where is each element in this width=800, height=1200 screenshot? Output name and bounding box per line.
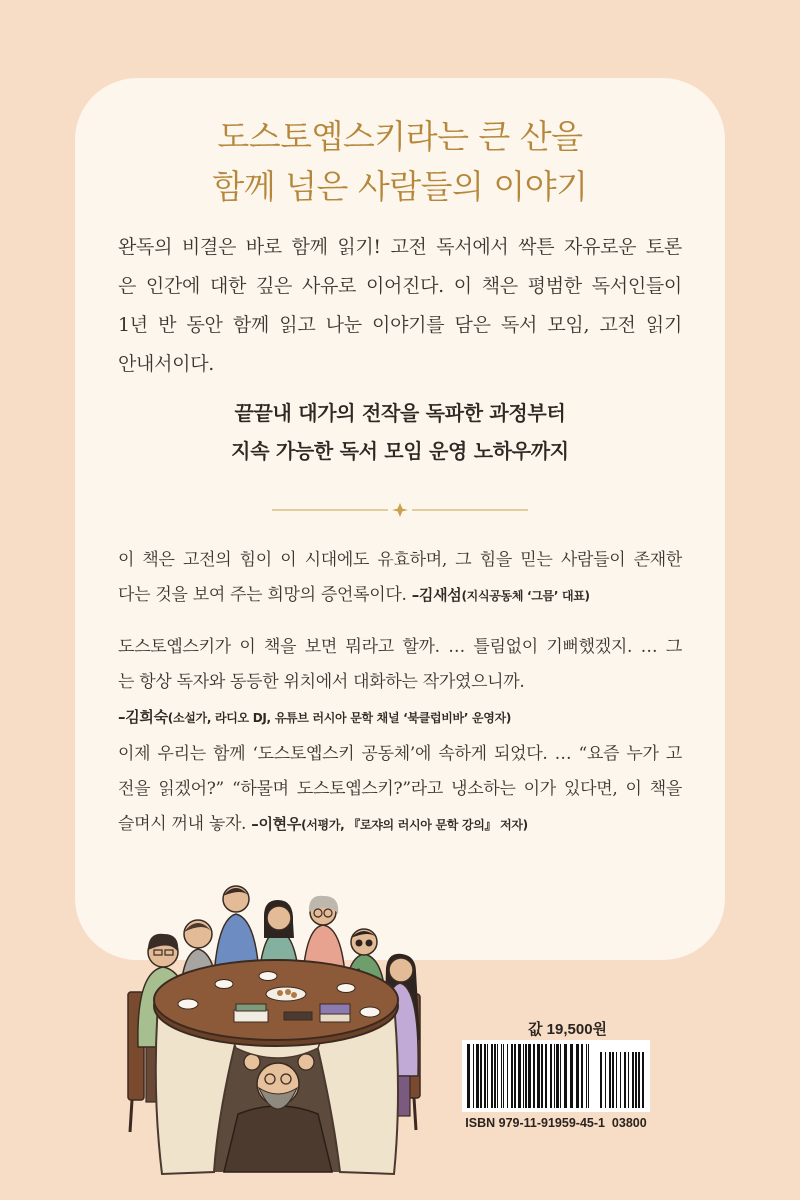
quote-author-note: (서평가, 『로쟈의 러시아 문학 강의』 저자) <box>301 818 528 832</box>
intro-line: 1년 반 동안 함께 읽고 나눈 이야기를 담은 독서 모임, 고전 읽기 <box>118 314 682 336</box>
quote-line: 전을 읽겠어?” “하물며 도스토옙스키?”라고 냉소하는 이가 있다면, 이 책을 <box>118 779 682 799</box>
intro-line: 은 인간에 대한 깊은 사유로 이어진다. 이 책은 평범한 독서인들이 <box>118 275 682 297</box>
barcode-bar <box>550 1044 552 1108</box>
barcode <box>462 1040 650 1112</box>
quote-author: –김희숙 <box>118 708 168 726</box>
barcode-bar <box>525 1044 527 1108</box>
highlight-text <box>0 394 800 470</box>
barcode-bar <box>528 1044 531 1108</box>
isbn-number: ISBN 979-11-91959-45-1 03800 <box>465 1116 647 1130</box>
quote-attribution <box>118 700 682 736</box>
quote-line <box>118 578 682 614</box>
ornament-divider <box>272 500 528 520</box>
barcode-bar <box>624 1052 626 1108</box>
headline-line: 함께 넘은 사람들의 이야기 <box>212 167 588 206</box>
quote-author-note: (지식공동체 ‘그믐’ 대표) <box>461 589 590 603</box>
quote-text: 다는 것을 보여 주는 희망의 증언록이다. <box>118 585 407 605</box>
barcode-bar <box>642 1052 644 1108</box>
reading-group-illustration <box>118 872 428 1182</box>
intro-line: 안내서이다. <box>118 353 215 375</box>
quote-author-note: (소설가, 라디오 DJ, 유튜브 러시아 문학 채널 ‘북클럽비바’ 운영자) <box>167 711 512 725</box>
barcode-bar <box>632 1052 634 1108</box>
barcode-bar <box>581 1044 583 1108</box>
barcode-bar <box>564 1044 567 1108</box>
barcode-bar <box>620 1052 621 1108</box>
barcode-bar <box>476 1044 479 1108</box>
barcode-bar <box>588 1044 589 1108</box>
barcode-bar <box>511 1044 513 1108</box>
barcode-bar <box>523 1044 524 1108</box>
price-label: 값 19,500원 <box>528 1021 608 1038</box>
barcode-bar <box>514 1044 516 1108</box>
barcode-panel <box>462 1040 650 1112</box>
barcode-bar <box>612 1052 614 1108</box>
barcode-bar <box>518 1044 521 1108</box>
barcode-bar <box>473 1044 474 1108</box>
barcode-bar <box>600 1052 602 1108</box>
barcode-bar <box>576 1044 579 1108</box>
barcode-bar <box>554 1044 555 1108</box>
barcode-bar <box>609 1052 611 1108</box>
cover-headline <box>0 112 800 212</box>
blurb-quote <box>118 630 682 736</box>
barcode-bar <box>560 1044 561 1108</box>
barcode-bar <box>635 1052 637 1108</box>
barcode-bar <box>507 1044 508 1108</box>
blurb-quote <box>118 543 682 614</box>
highlight-line: 지속 가능한 독서 모임 운영 노하우까지 <box>231 439 569 463</box>
barcode-bar <box>541 1044 543 1108</box>
barcode-bar <box>497 1044 498 1108</box>
quote-author: –김새섬 <box>411 586 462 604</box>
barcode-bar <box>503 1044 504 1108</box>
barcode-bar <box>556 1044 559 1108</box>
barcode-bar <box>480 1044 482 1108</box>
quote-line: 이제 우리는 함께 ‘도스토옙스키 공동체’에 속하게 되었다. … “요즘 누가 고 <box>118 744 682 764</box>
quote-line <box>118 807 682 843</box>
barcode-bar <box>467 1044 470 1108</box>
barcode-bar <box>628 1052 629 1108</box>
headline-line: 도스토옙스키라는 큰 산을 <box>217 117 583 156</box>
barcode-bar <box>501 1044 502 1108</box>
barcode-bar <box>586 1044 587 1108</box>
sparkle-icon <box>392 503 408 517</box>
blurb-quote <box>118 737 682 843</box>
barcode-bar <box>537 1044 540 1108</box>
quote-author: –이현우 <box>251 815 302 833</box>
barcode-bar <box>487 1044 488 1108</box>
barcode-bar <box>605 1052 606 1108</box>
quote-text: 슬며시 꺼내 놓자. <box>118 814 247 834</box>
intro-paragraph <box>118 228 682 384</box>
barcode-bar <box>638 1052 640 1108</box>
barcode-bar <box>570 1044 573 1108</box>
quote-line: 도스토옙스키가 이 책을 보면 뭐라고 할까. … 틀림없이 기뻐했겠지. … 그 <box>118 637 682 657</box>
barcode-bar <box>494 1044 496 1108</box>
barcode-bar <box>545 1044 547 1108</box>
barcode-bar <box>491 1044 493 1108</box>
barcode-bar <box>484 1044 486 1108</box>
barcode-bar <box>533 1044 535 1108</box>
quote-line: 이 책은 고전의 힘이 이 시대에도 유효하며, 그 힘을 믿는 사람들이 존재한 <box>118 550 682 570</box>
quote-line: 는 항상 독자와 동등한 위치에서 대화하는 작가였으니까. <box>118 672 525 692</box>
highlight-line: 끝끝내 대가의 전작을 독파한 과정부터 <box>234 401 566 425</box>
barcode-bar <box>616 1052 617 1108</box>
intro-line: 완독의 비결은 바로 함께 읽기! 고전 독서에서 싹튼 자유로운 토론 <box>118 236 682 258</box>
